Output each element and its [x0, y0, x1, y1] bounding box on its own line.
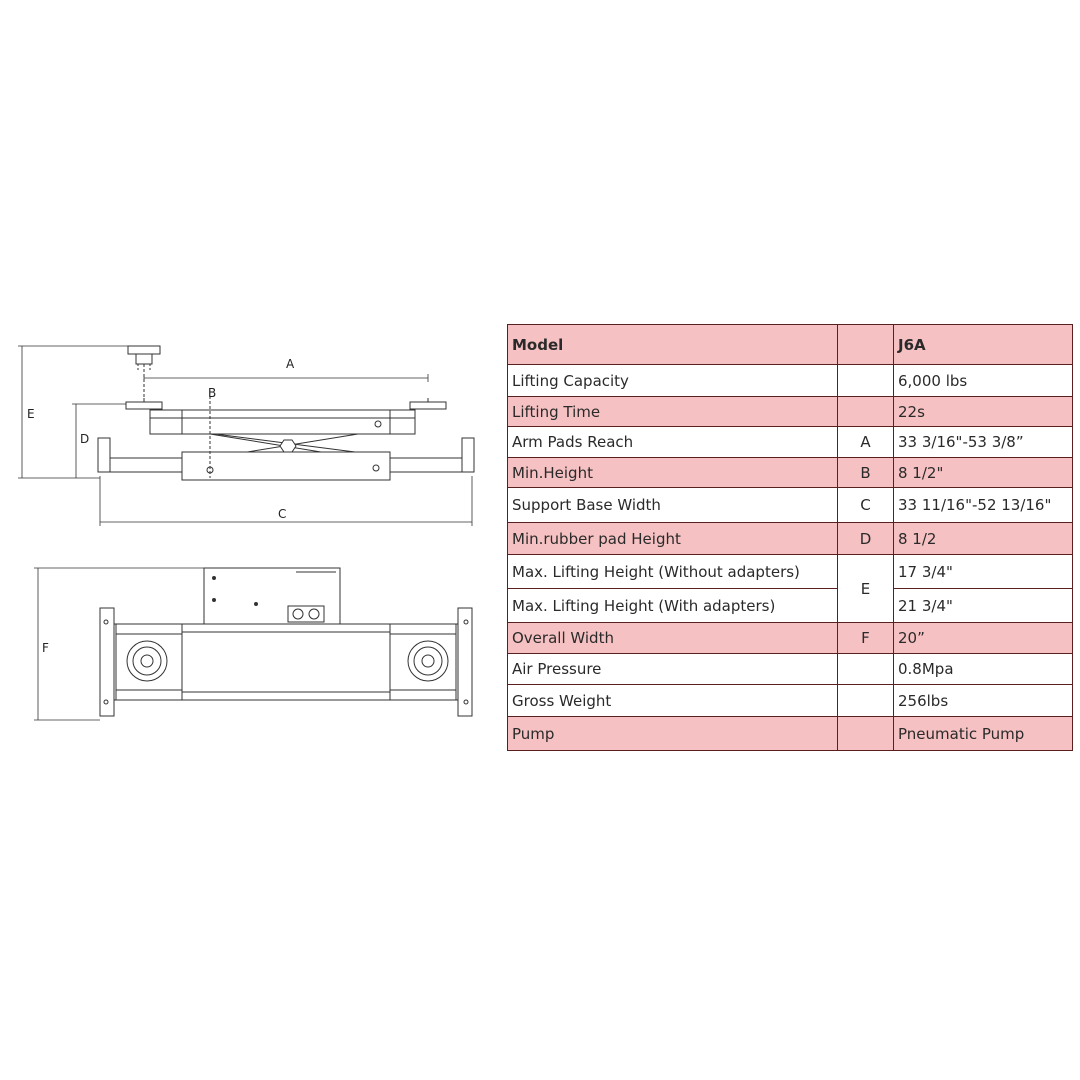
spec-name-cell: Min.Height: [508, 458, 838, 488]
table-row: [508, 685, 1073, 717]
spec-value-cell: 20”: [894, 623, 1073, 654]
spec-name-cell: Max. Lifting Height (Without adapters): [508, 555, 838, 589]
spec-dimension-cell: [838, 365, 894, 397]
spec-dimension-cell: [838, 397, 894, 427]
table-row: [508, 458, 1073, 488]
spec-dimension-cell: B: [838, 458, 894, 488]
spec-dimension-cell: C: [838, 488, 894, 523]
label-c: C: [278, 507, 287, 521]
table-row: [508, 555, 1073, 589]
jack-technical-drawing: [0, 0, 500, 760]
spec-value-cell: 22s: [894, 397, 1073, 427]
spec-value-cell: 8 1/2: [894, 523, 1073, 555]
spec-value-cell: Pneumatic Pump: [894, 717, 1073, 751]
spec-value-cell: 17 3/4": [894, 555, 1073, 589]
spec-name-cell: Min.rubber pad Height: [508, 523, 838, 555]
spec-name-cell: Max. Lifting Height (With adapters): [508, 589, 838, 623]
spec-value-cell: 21 3/4": [894, 589, 1073, 623]
spec-value-cell: 0.8Mpa: [894, 654, 1073, 685]
spec-table: [507, 324, 1073, 751]
table-row: [508, 523, 1073, 555]
spec-name-cell: Arm Pads Reach: [508, 427, 838, 458]
spec-value-cell: 33 3/16"-53 3/8”: [894, 427, 1073, 458]
table-row: [508, 365, 1073, 397]
spec-name-cell: Overall Width: [508, 623, 838, 654]
label-f: F: [42, 641, 49, 655]
spec-dimension-cell: F: [838, 623, 894, 654]
spec-name-cell: Air Pressure: [508, 654, 838, 685]
spec-value-cell: 8 1/2": [894, 458, 1073, 488]
spec-dimension-cell: [838, 654, 894, 685]
table-row: [508, 397, 1073, 427]
table-row: [508, 654, 1073, 685]
top-view: [100, 568, 472, 716]
spec-name-cell: Pump: [508, 717, 838, 751]
spec-name-cell: Gross Weight: [508, 685, 838, 717]
table-row: [508, 589, 1073, 623]
label-d: D: [80, 432, 90, 446]
spec-value-cell: 33 11/16"-52 13/16": [894, 488, 1073, 523]
spec-value-cell: J6A: [894, 325, 1073, 365]
spec-name-cell: Lifting Capacity: [508, 365, 838, 397]
label-e: E: [27, 407, 35, 421]
spec-name-cell: Lifting Time: [508, 397, 838, 427]
table-row: [508, 717, 1073, 751]
spec-value-cell: 6,000 lbs: [894, 365, 1073, 397]
spec-name-cell: Support Base Width: [508, 488, 838, 523]
spec-dimension-cell: [838, 685, 894, 717]
spec-table-body: [508, 325, 1073, 751]
spec-dimension-cell: D: [838, 523, 894, 555]
table-row: [508, 623, 1073, 654]
spec-dimension-cell: E: [838, 555, 894, 623]
spec-name-cell: Model: [508, 325, 838, 365]
table-row: [508, 325, 1073, 365]
table-row: [508, 488, 1073, 523]
label-b: B: [208, 386, 217, 400]
spec-dimension-cell: [838, 717, 894, 751]
table-row: [508, 427, 1073, 458]
label-a: A: [286, 357, 295, 371]
spec-dimension-cell: A: [838, 427, 894, 458]
spec-value-cell: 256lbs: [894, 685, 1073, 717]
spec-dimension-cell: [838, 325, 894, 365]
